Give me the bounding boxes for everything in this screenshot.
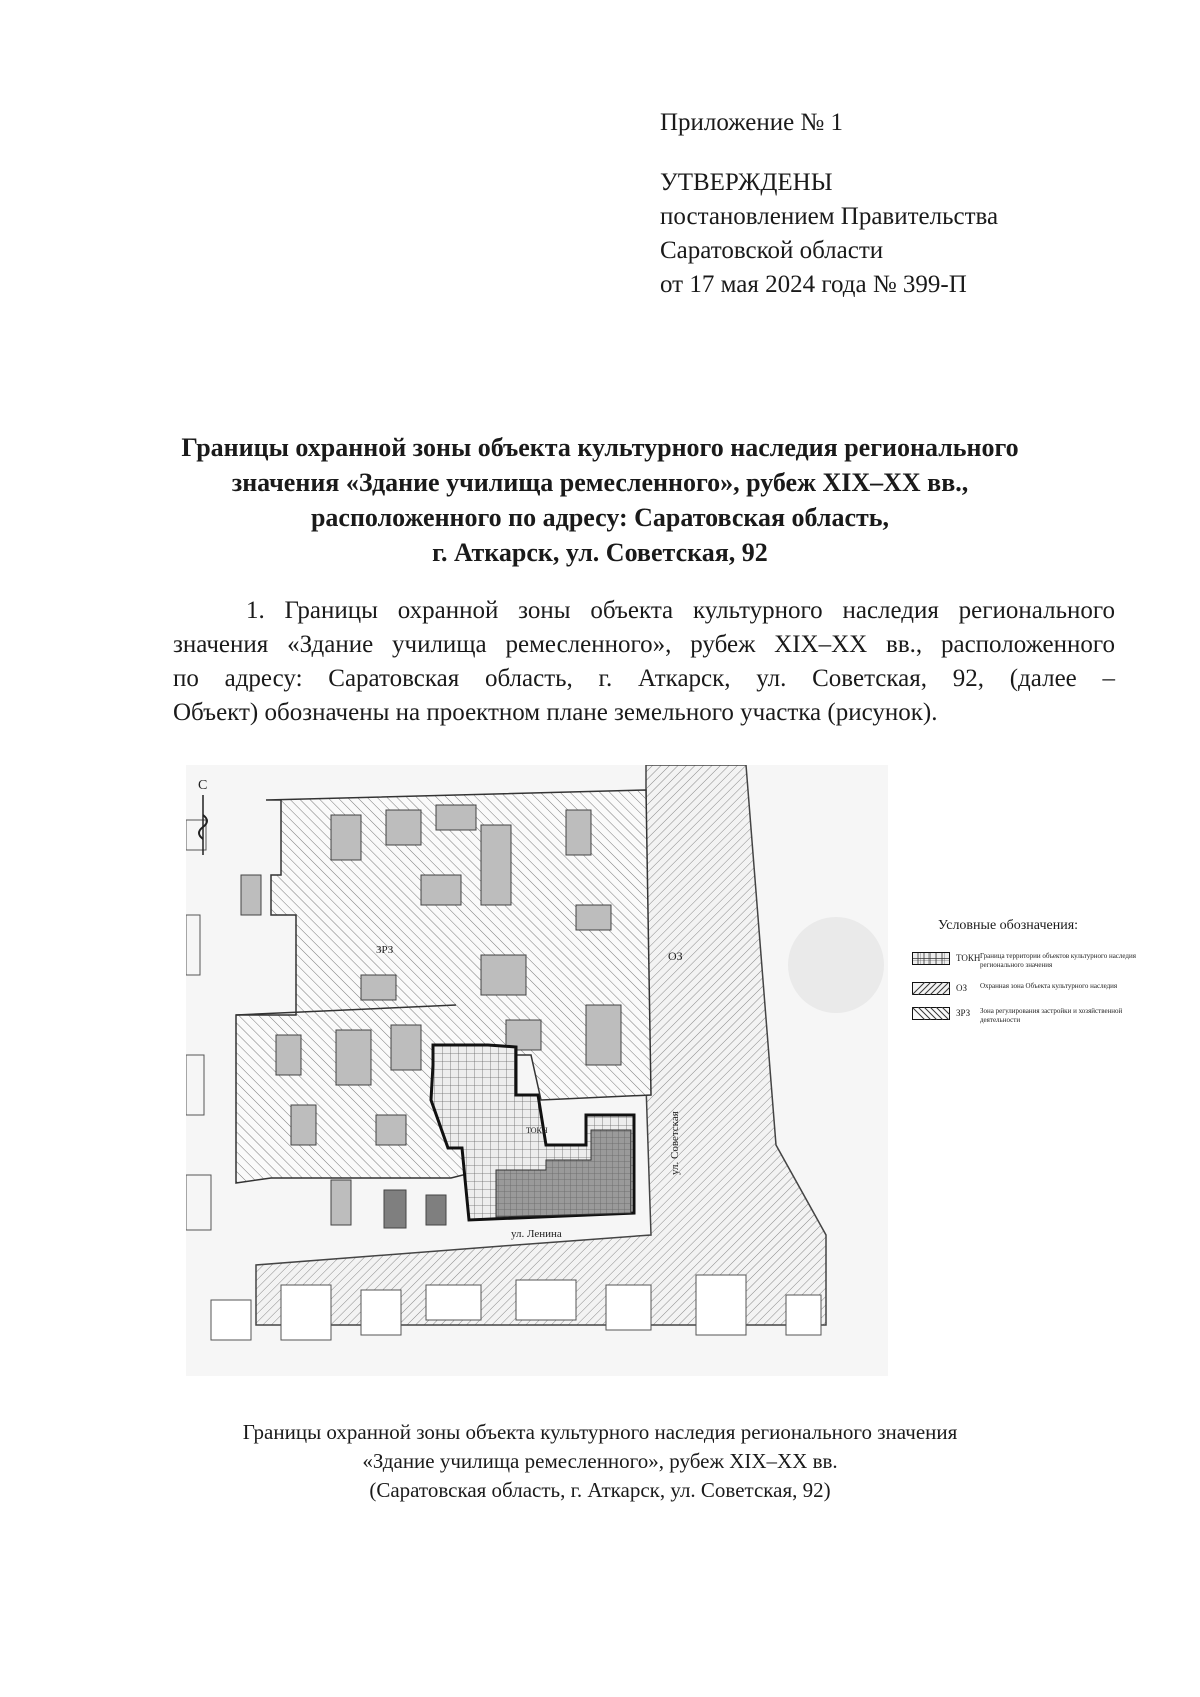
legend-text-tokn: Граница территории объектов культурного наследия регионального значения [980,952,1136,969]
label-street-lenina: ул. Ленина [511,1228,562,1240]
paragraph-1 [173,594,1115,730]
map-round-feature [788,917,884,1013]
paragraph-line-1: 1. Границы охранной зоны объекта культурного наследия регионального [246,597,1115,624]
title-line-3: расположенного по адресу: Саратовская область, [310,503,890,532]
building [481,955,526,995]
approved-heading: УТВЕРЖДЕНЫ [660,169,833,196]
label-oz: ОЗ [668,949,683,963]
building [426,1195,446,1225]
approval-date: от 17 мая 2024 года № 399-П [660,271,967,298]
caption-line-2: «Здание училища ремесленного», рубеж XIX–XX вв. [362,1449,838,1473]
building [281,1285,331,1340]
building [566,810,591,855]
building [336,1030,371,1085]
building [586,1005,621,1065]
building [786,1295,821,1335]
building [481,825,511,905]
building [241,875,261,915]
building [384,1190,406,1228]
legend-item-tokn [912,952,1162,970]
title-line-1: Границы охранной зоны объекта культурного наследия регионального [181,433,1019,462]
document-title [150,430,1050,570]
title-line-4: г. Аткарск, ул. Советская, 92 [432,538,768,567]
paragraph-line-3: по адресу: Саратовская область, г. Аткарск, ул. Советская, 92, (далее – [173,665,1115,692]
caption-line-3: (Саратовская область, г. Аткарск, ул. Советская, 92) [369,1478,831,1502]
building [211,1300,251,1340]
approval-block [660,106,998,302]
building [386,810,421,845]
legend-swatch-zrz [912,1007,950,1020]
approval-line-2: Саратовской области [660,237,884,264]
paragraph-line-4: Объект) обозначены на проектном плане земельного участка (рисунок). [173,699,938,726]
building [291,1105,316,1145]
building [421,875,461,905]
legend-swatch-oz [912,982,950,995]
building [376,1115,406,1145]
building [576,905,611,930]
legend-code-oz: ОЗ [956,983,968,993]
building [361,975,396,1000]
figure-caption [150,1418,1050,1505]
building [331,815,361,860]
legend-title: Условные обозначения: [938,918,1079,933]
label-zrz: ЗРЗ [376,944,394,956]
building [696,1275,746,1335]
north-arrow-label: С [198,778,208,793]
building [606,1285,651,1330]
building [391,1025,421,1070]
label-street-sovetskaya: ул. Советская [669,1111,681,1175]
site-plan-map [186,765,888,1376]
label-tokn: ТОКН [526,1126,548,1135]
title-line-2: значения «Здание училища ремесленного», рубеж XIX–XX вв., [231,468,969,497]
building [426,1285,481,1320]
building [516,1280,576,1320]
legend-code-zrz: ЗРЗ [956,1008,971,1018]
building [436,805,476,830]
legend-text-oz: Охранная зона Объекта культурного наследия [980,982,1118,990]
legend-code-tokn: ТОКН [956,953,981,963]
map-legend [912,918,1162,1037]
building [361,1290,401,1335]
legend-item-zrz [912,1007,1162,1025]
appendix-number: Приложение № 1 [660,109,844,136]
building [331,1180,351,1225]
caption-line-1: Границы охранной зоны объекта культурного наследия регионального значения [242,1420,958,1444]
paragraph-line-2: значения «Здание училища ремесленного», рубеж XIX–XX вв., расположенного [173,631,1115,658]
legend-swatch-tokn [912,952,950,965]
approval-line-1: постановлением Правительства [660,203,999,230]
legend-text-zrz: Зона регулирования застройки и хозяйственной деятельности [980,1007,1123,1024]
building [276,1035,301,1075]
legend-item-oz [912,982,1162,995]
